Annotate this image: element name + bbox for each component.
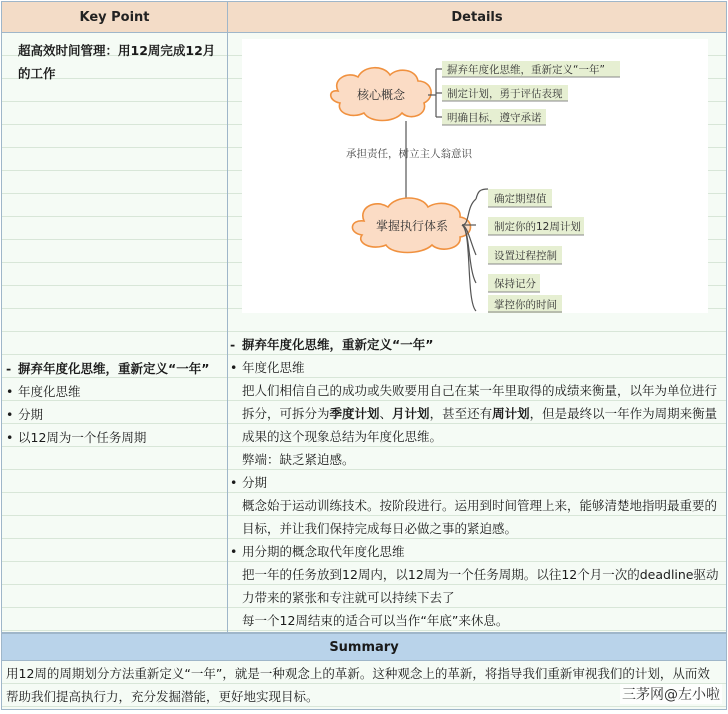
key-point-item: 分期 <box>18 407 44 422</box>
list-item: • 用分期的概念取代年度化思维 <box>228 540 726 563</box>
table-header-row <box>2 2 726 32</box>
summary-text: 用12周的周期划分方法重新定义“一年”，就是一种观念上的革新。这种观念上的革新，将指导我们重新审视我们的计划，从而效帮助我们提高执行力，充分发掘潜能，更好地实现目标。 <box>2 661 726 709</box>
exec-item <box>488 189 552 207</box>
details-item-title: 分期 <box>242 475 268 490</box>
details-header: Details <box>228 2 726 32</box>
list-item: - 摒弃年度化思维，重新定义“一年” <box>6 357 224 380</box>
exec-item <box>488 295 562 313</box>
details-item-title: 用分期的概念取代年度化思维 <box>242 544 405 559</box>
details-cell <box>228 33 726 632</box>
details-paragraph: 弊端：缺乏紧迫感。 <box>242 452 355 467</box>
key-point-item: 年度化思维 <box>18 384 81 399</box>
key-point-header: Key Point <box>2 2 228 32</box>
details-item-title: 年度化思维 <box>242 360 305 375</box>
summary-section <box>1 633 727 710</box>
list-item: • 以12周为一个任务周期 <box>6 426 224 449</box>
list-item: • 年度化思维 <box>6 380 224 403</box>
execution-system-node <box>352 198 470 253</box>
details-heading: 摒弃年度化思维，重新定义“一年” <box>242 337 434 352</box>
core-item <box>442 61 620 77</box>
svg-text:制定计划，勇于评估表现: 制定计划，勇于评估表现 <box>447 88 563 100</box>
key-point-title: 超高效时间管理：用12周完成12月的工作 <box>18 43 216 81</box>
core-item <box>442 109 546 125</box>
details-paragraph: 概念始于运动训练技术。按阶段进行。运用到时间管理上来，能够清楚地指明最重要的目标，并让我们保持完成每日必做之事的紧迫感。 <box>242 498 718 536</box>
watermark: 三茅网@左小啦 <box>620 684 722 704</box>
exec-item <box>488 274 540 292</box>
exec-item <box>488 246 562 264</box>
key-point-list <box>6 357 224 449</box>
connector-label: 承担责任，树立主人翁意识 <box>346 148 472 160</box>
core-concept-node <box>331 68 431 121</box>
key-point-cell <box>2 33 228 632</box>
notes-table <box>1 1 727 633</box>
core-concept-label: 核心概念 <box>356 88 406 102</box>
notes-body-row <box>2 32 726 632</box>
details-paragraph: 每一个12周结束的适合可以当作“年底”来休息。 <box>242 613 509 628</box>
list-item: - 摒弃年度化思维，重新定义“一年” <box>228 333 726 356</box>
list-item: • 年度化思维 <box>228 356 726 379</box>
svg-text:确定期望值: 确定期望值 <box>494 193 547 205</box>
exec-item <box>488 217 584 235</box>
svg-text:明确目标，遵守承诺: 明确目标，遵守承诺 <box>447 112 542 124</box>
mind-map-image <box>242 39 708 313</box>
svg-text:掌控你的时间: 掌控你的时间 <box>494 299 557 311</box>
core-item <box>442 85 568 101</box>
details-paragraph: 把一年的任务放到12周内，以12周为一个任务周期。以往12个月一次的deadline驱动力带来的紧张和专注就可以持续下去了 <box>242 567 719 605</box>
svg-text:摒弃年度化思维，重新定义“一年”: 摒弃年度化思维，重新定义“一年” <box>447 64 605 76</box>
list-item: • 分期 <box>6 403 224 426</box>
summary-title: Summary <box>2 634 726 661</box>
svg-text:保持记分: 保持记分 <box>494 278 536 290</box>
details-paragraph: 把人们相信自己的成功或失败要用自己在某一年里取得的成绩来衡量，以年为单位进行拆分，可拆分为季度计划、月计划，甚至还有周计划，但是最终以一年作为周期来衡量成果的这个现象总结为年度化思维。 <box>242 383 718 444</box>
key-point-item: 以12周为一个任务周期 <box>18 430 147 445</box>
svg-text:制定你的12周计划: 制定你的12周计划 <box>494 221 581 233</box>
mind-map-diagram <box>242 39 708 313</box>
svg-text:设置过程控制: 设置过程控制 <box>494 250 557 262</box>
details-notes <box>228 333 726 632</box>
execution-system-label: 掌握执行体系 <box>375 219 449 233</box>
list-item: • 分期 <box>228 471 726 494</box>
key-point-heading: 摒弃年度化思维，重新定义“一年” <box>18 361 210 376</box>
